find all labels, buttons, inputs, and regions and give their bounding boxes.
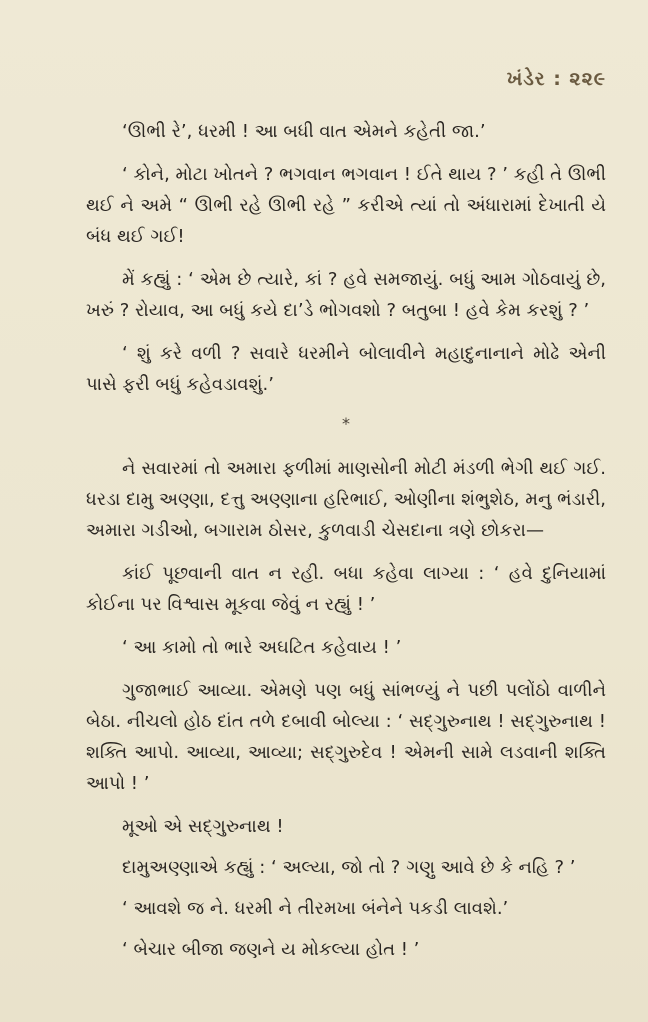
- paragraph: મેં કહ્યું : ‘ એમ છે ત્યારે, કાં ? હવે સમજાયું. બધું આમ ગોઠવાયું છે, ખરું ? રોયાવ, આ બધું કયે દા’ડે ભોગવશો ? બતુબા ! હવે કેમ કરશું ? ’: [86, 269, 606, 321]
- section-separator: *: [342, 414, 350, 433]
- page-body: [86, 116, 606, 975]
- paragraph: ને સવારમાં તો અમારા ફળીમાં માણસોની મોટી મંડળી ભેગી થઈ ગઈ. ધરડા દામુ અણ્ણા, દત્તુ અણ્ણાના હરિભાઈ, ઓણીના શંભુશેઠ, મનુ ભંડારી, અમારા ગડીઓ, બગારામ ઠોસર, કુળવાડી ચેસદાના ત્રણે છોકરા—: [86, 458, 606, 541]
- running-header: ખંડેર : ૨૨૯: [506, 68, 606, 90]
- paragraph: ‘ આ કામો તો ભારે અઘટિત કહેવાય ! ’: [122, 637, 402, 658]
- paragraph: દામુઅણ્ણાએ કહ્યું : ‘ અલ્યા, જો તો ? ગણુ આવે છે કે નહિ ? ’: [122, 857, 576, 878]
- paragraph: ગુજાભાઈ આવ્યા. એમણે પણ બધું સાંભળ્યું ને પછી પલોંઠો વાળીને બેઠા. નીચલો હોઠ દાંત તળે દબાવી બોલ્યા : ‘ સદ્‌ગુરુનાથ ! સદ્‌ગુરુનાથ ! શક્તિ આપો. આવ્યા, આવ્યા; સદ્‌ગુરુદેવ ! એમની સામે લડવાની શક્તિ આપો ! ’: [86, 680, 606, 794]
- paragraph: મૂઓ એ સદ્‌ગુરુનાથ !: [122, 816, 284, 837]
- paragraph: ‘ઊભી રે’, ધરમી ! આ બધી વાત એમને કહેતી જા.’: [122, 121, 486, 142]
- paragraph: ‘ બેચાર બીજા જણને ય મોકલ્યા હોત ! ’: [122, 939, 420, 960]
- paragraph: ‘ કોને, મોટા ખોતને ? ભગવાન ભગવાન ! ઈતે થાય ? ’ કહી તે ઊભી થઈ ને અમે “ ઊભી રહે ઊભી રહે ” કરીએ ત્યાં તો અંધારામાં દેખાતી યે બંધ થઈ ગઈ!: [86, 164, 606, 247]
- paragraph: ‘ આવશે જ ને. ધરમી ને તીરમખા બંનેને પકડી લાવશે.’: [122, 898, 509, 919]
- paragraph: કાંઈ પૂછવાની વાત ન રહી. બધા કહેવા લાગ્યા : ‘ હવે દુનિયામાં કોઈના પર વિશ્વાસ મૂકવા જેવું ન રહ્યું ! ’: [86, 563, 606, 615]
- paragraph: ‘ શું કરે વળી ? સવારે ધરમીને બોલાવીને મહાદુનાનાને મોઢે એની પાસે ફરી બધું કહેવડાવશું.’: [86, 343, 606, 395]
